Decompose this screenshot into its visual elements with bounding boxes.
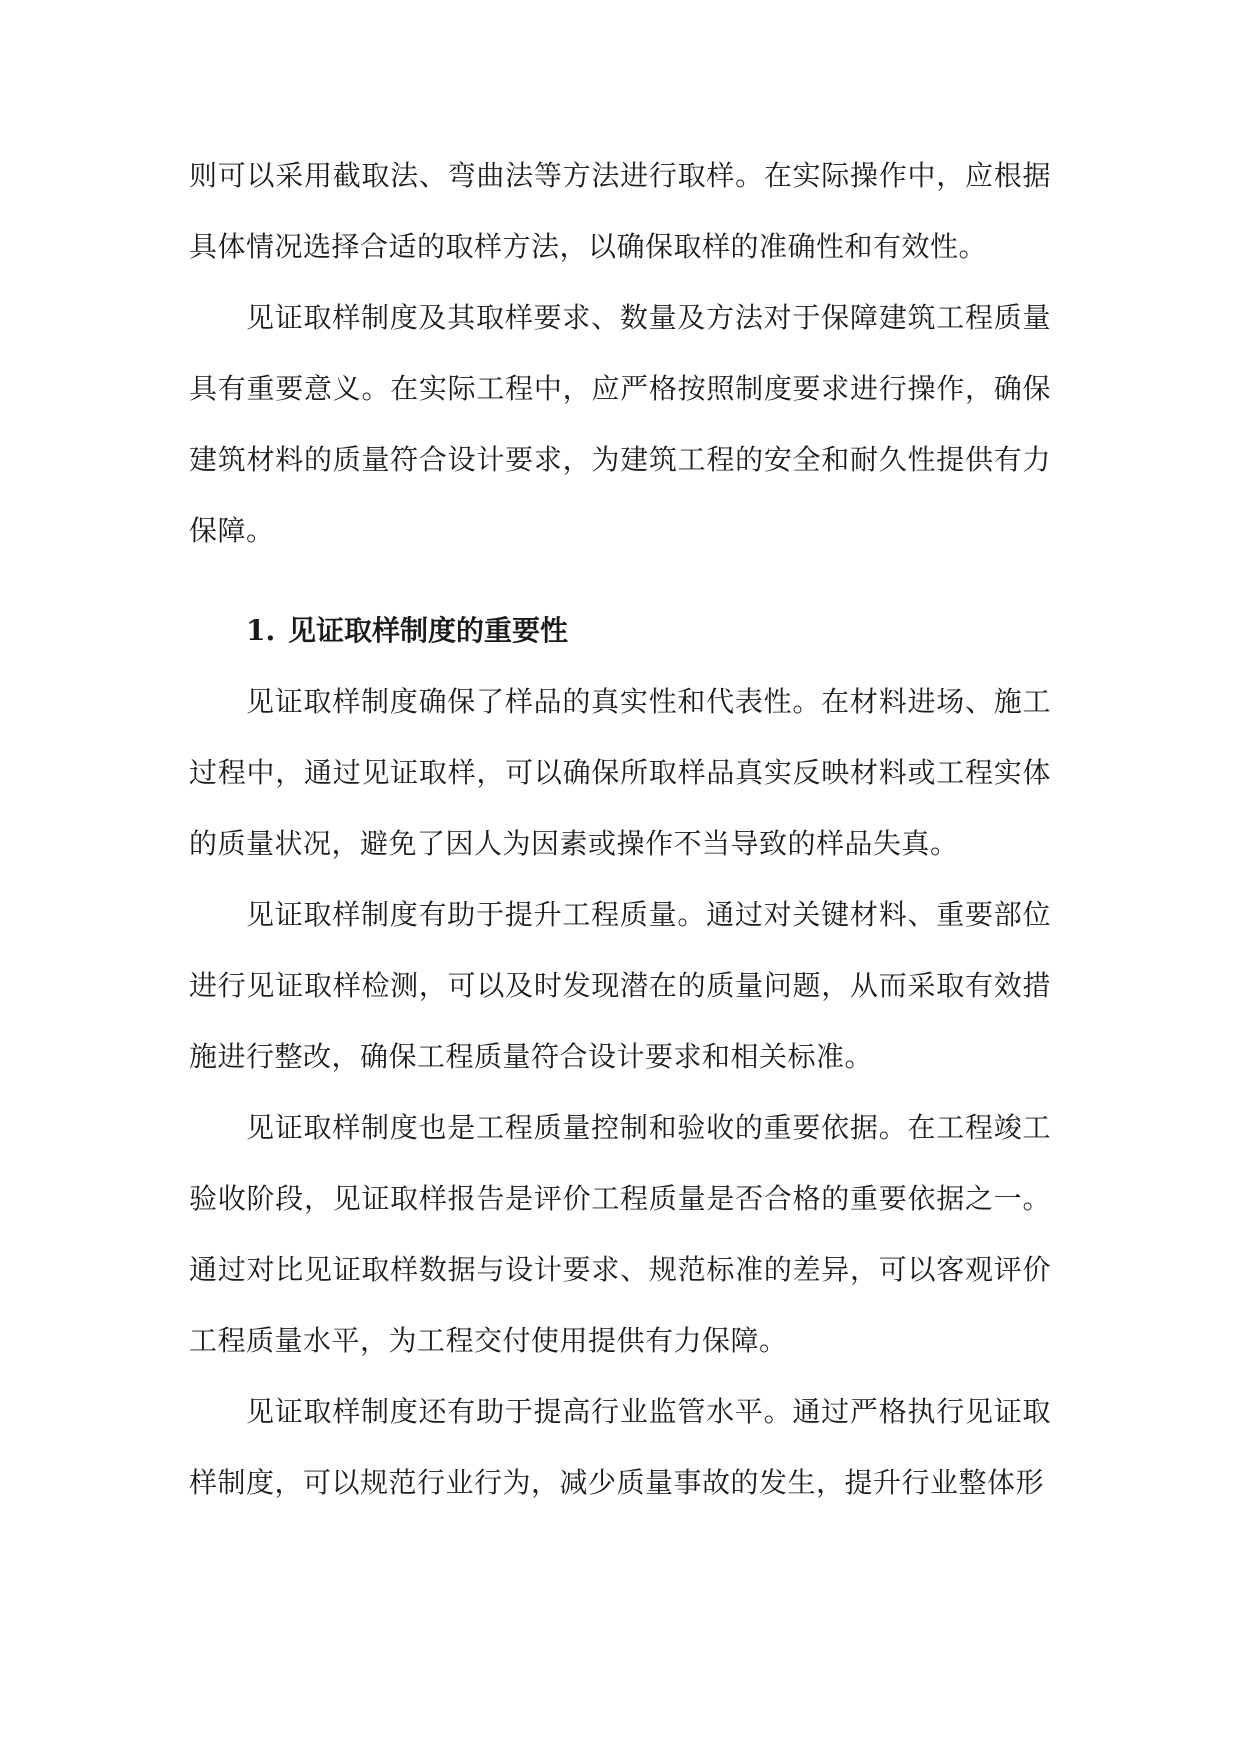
section-title: 见证取样制度的重要性 [288,614,569,647]
section-heading [189,595,1051,666]
paragraph: 见证取样制度还有助于提高行业监管水平。通过严格执行见证取样制度，可以规范行业行为，减少质量事故的发生，提升行业整体形 [189,1395,1051,1499]
paragraph: 则可以采用截取法、弯曲法等方法进行取样。在实际操作中，应根据具体情况选择合适的取样方法，以确保取样的准确性和有效性。 [189,159,1051,263]
section-number: 1. [246,614,276,647]
paragraph: 见证取样制度也是工程质量控制和验收的重要依据。在工程竣工验收阶段，见证取样报告是评价工程质量是否合格的重要依据之一。通过对比见证取样数据与设计要求、规范标准的差异，可以客观评价工程质量水平，为工程交付使用提供有力保障。 [189,1111,1051,1357]
paragraph: 见证取样制度有助于提升工程质量。通过对关键材料、重要部位进行见证取样检测，可以及时发现潜在的质量问题，从而采取有效措施进行整改，确保工程质量符合设计要求和相关标准。 [189,898,1051,1073]
paragraph: 见证取样制度及其取样要求、数量及方法对于保障建筑工程质量具有重要意义。在实际工程中，应严格按照制度要求进行操作，确保建筑材料的质量符合设计要求，为建筑工程的安全和耐久性提供有力保障。 [189,301,1051,547]
document-page [189,140,1051,1518]
paragraph: 见证取样制度确保了样品的真实性和代表性。在材料进场、施工过程中，通过见证取样，可以确保所取样品真实反映材料或工程实体的质量状况，避免了因人为因素或操作不当导致的样品失真。 [189,685,1051,860]
